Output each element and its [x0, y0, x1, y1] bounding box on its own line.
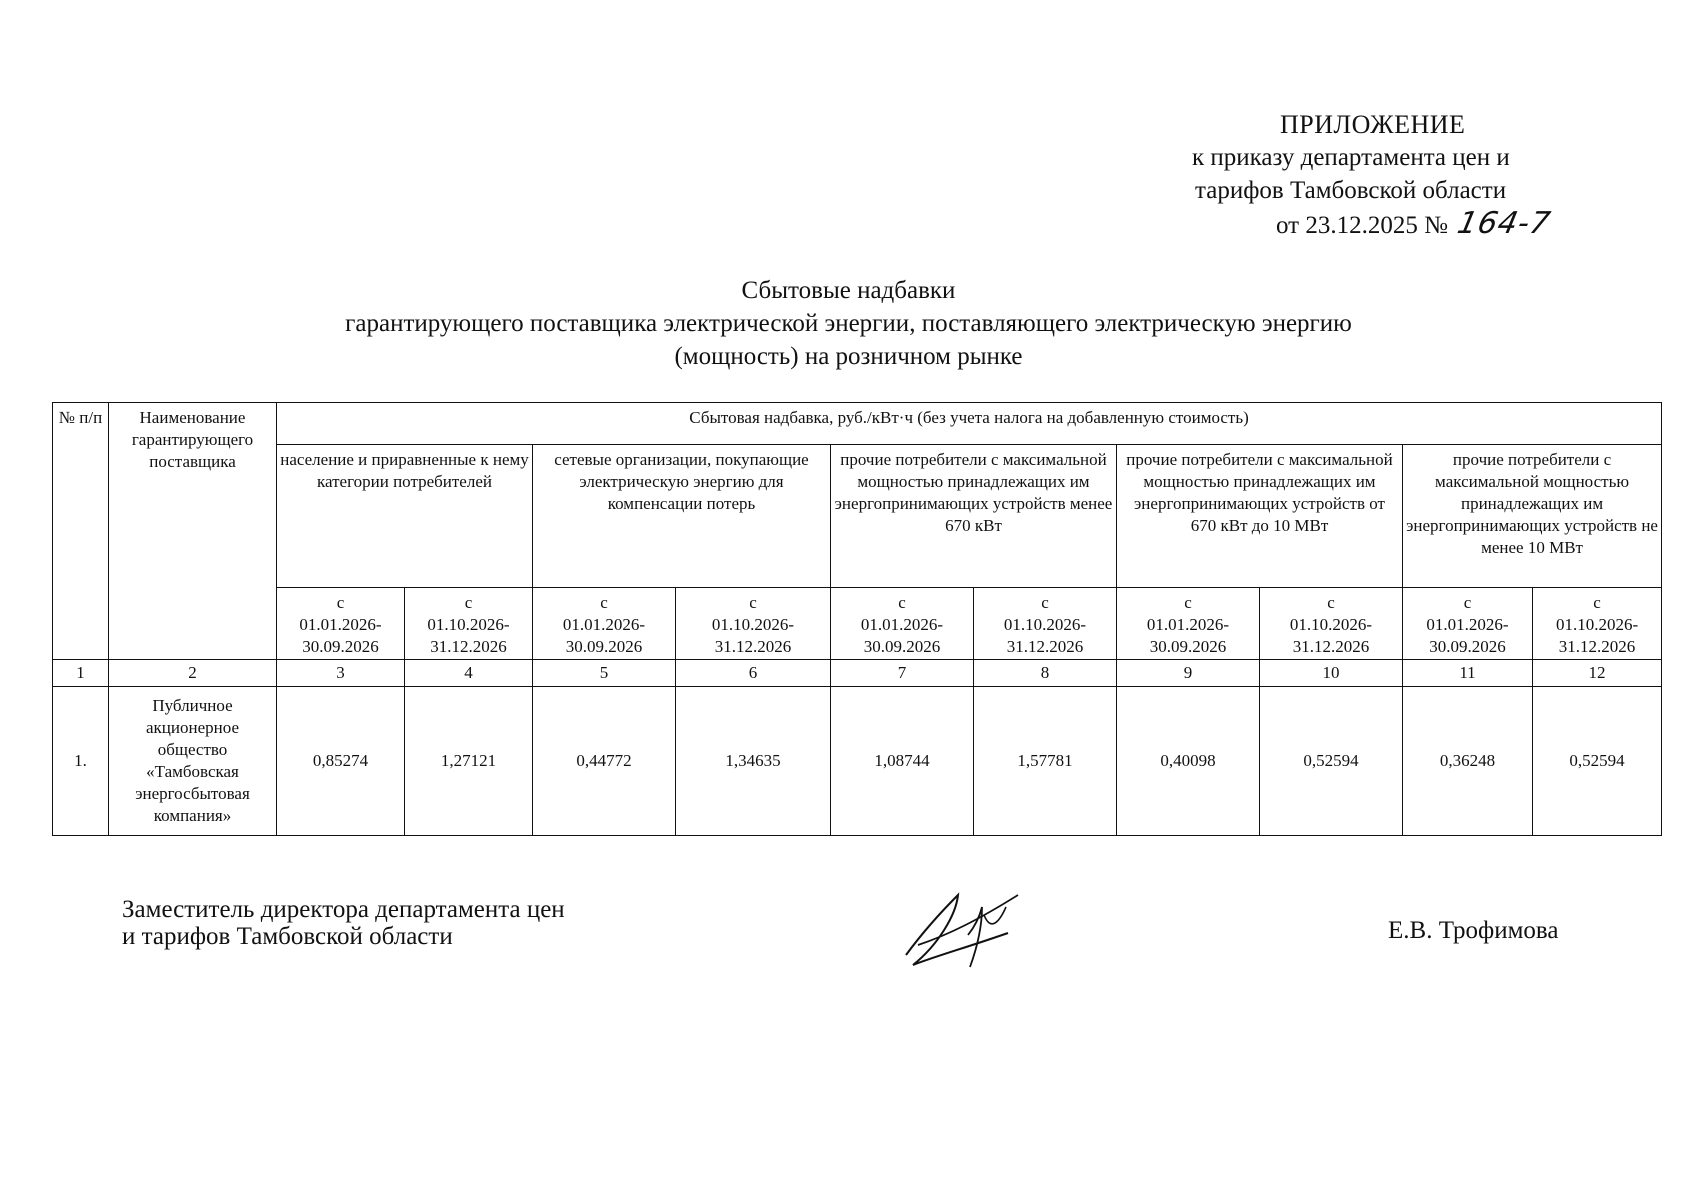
- appendix-title: ПРИЛОЖЕНИЕ: [1280, 110, 1466, 139]
- signer-name: Е.В. Трофимова: [1388, 917, 1559, 944]
- tariff-table: [52, 402, 1662, 836]
- column-number: 8: [974, 660, 1117, 687]
- markup-value: 1,34635: [676, 686, 831, 835]
- header-markup-group: Сбытовая надбавка, руб./кВт·ч (без учета налога на добавленную стоимость): [277, 403, 1662, 445]
- document-title-line-3: (мощность) на розничном рынке: [674, 343, 1023, 370]
- column-number: 4: [405, 660, 533, 687]
- column-number: 6: [676, 660, 831, 687]
- header-supplier-name: Наименование гарантирующего поставщика: [109, 403, 277, 660]
- column-number: 3: [277, 660, 405, 687]
- handwritten-order-number: 164-7: [1454, 206, 1555, 241]
- markup-value: 0,40098: [1117, 686, 1260, 835]
- appendix-header: [1180, 108, 1600, 242]
- markup-value: 0,52594: [1260, 686, 1403, 835]
- markup-value: 0,52594: [1533, 686, 1662, 835]
- supplier-name: Публичное акционерное общество «Тамбовская энергосбытовая компания»: [109, 686, 277, 835]
- signer-position-line-2: и тарифов Тамбовской области: [122, 923, 453, 950]
- handwritten-signature: [898, 885, 1028, 975]
- document-title: [0, 274, 1697, 373]
- header-no: № п/п: [53, 403, 109, 660]
- column-number: 9: [1117, 660, 1260, 687]
- table-row: [53, 686, 1662, 835]
- markup-value: 1,57781: [974, 686, 1117, 835]
- column-number: 7: [831, 660, 974, 687]
- order-date-prefix: от 23.12.2025 №: [1276, 212, 1448, 239]
- column-number: 10: [1260, 660, 1403, 687]
- header-period-2: с 01.10.2026-31.12.2026: [1260, 588, 1403, 660]
- signer-position-line-1: Заместитель директора департамента цен: [122, 896, 565, 923]
- header-period-1: с 01.01.2026-30.09.2026: [277, 588, 405, 660]
- markup-value: 1,27121: [405, 686, 533, 835]
- markup-value: 0,85274: [277, 686, 405, 835]
- row-number: 1.: [53, 686, 109, 835]
- appendix-line-3: [1180, 207, 1600, 242]
- header-period-1: с 01.01.2026-30.09.2026: [831, 588, 974, 660]
- column-number-row: [53, 660, 1662, 687]
- header-period-2: с 01.10.2026-31.12.2026: [676, 588, 831, 660]
- header-period-2: с 01.10.2026-31.12.2026: [1533, 588, 1662, 660]
- appendix-line-2: тарифов Тамбовской области: [1195, 177, 1507, 204]
- column-number: 11: [1403, 660, 1533, 687]
- signer-position: [122, 896, 565, 950]
- column-number: 12: [1533, 660, 1662, 687]
- document-title-line-2: гарантирующего поставщика электрической энергии, поставляющего электрическую энергию: [345, 310, 1352, 337]
- column-number: 5: [533, 660, 676, 687]
- header-category: прочие потребители с максимальной мощностью принадлежащих им энергопринимающих устройств менее 670 кВт: [831, 445, 1117, 588]
- column-number: 1: [53, 660, 109, 687]
- markup-value: 1,08744: [831, 686, 974, 835]
- header-category: прочие потребители с максимальной мощностью принадлежащих им энергопринимающих устройств не менее 10 МВт: [1403, 445, 1662, 588]
- header-category: сетевые организации, покупающие электрическую энергию для компенсации потерь: [533, 445, 831, 588]
- header-period-1: с 01.01.2026-30.09.2026: [1403, 588, 1533, 660]
- header-period-1: с 01.01.2026-30.09.2026: [533, 588, 676, 660]
- header-category: прочие потребители с максимальной мощностью принадлежащих им энергопринимающих устройств от 670 кВт до 10 МВт: [1117, 445, 1403, 588]
- markup-value: 0,36248: [1403, 686, 1533, 835]
- header-period-2: с 01.10.2026-31.12.2026: [405, 588, 533, 660]
- header-category: население и приравненные к нему категории потребителей: [277, 445, 533, 588]
- appendix-line-1: к приказу департамента цен и: [1192, 144, 1510, 171]
- header-period-2: с 01.10.2026-31.12.2026: [974, 588, 1117, 660]
- column-number: 2: [109, 660, 277, 687]
- document-title-line-1: Сбытовые надбавки: [741, 277, 956, 304]
- markup-value: 0,44772: [533, 686, 676, 835]
- header-period-1: с 01.01.2026-30.09.2026: [1117, 588, 1260, 660]
